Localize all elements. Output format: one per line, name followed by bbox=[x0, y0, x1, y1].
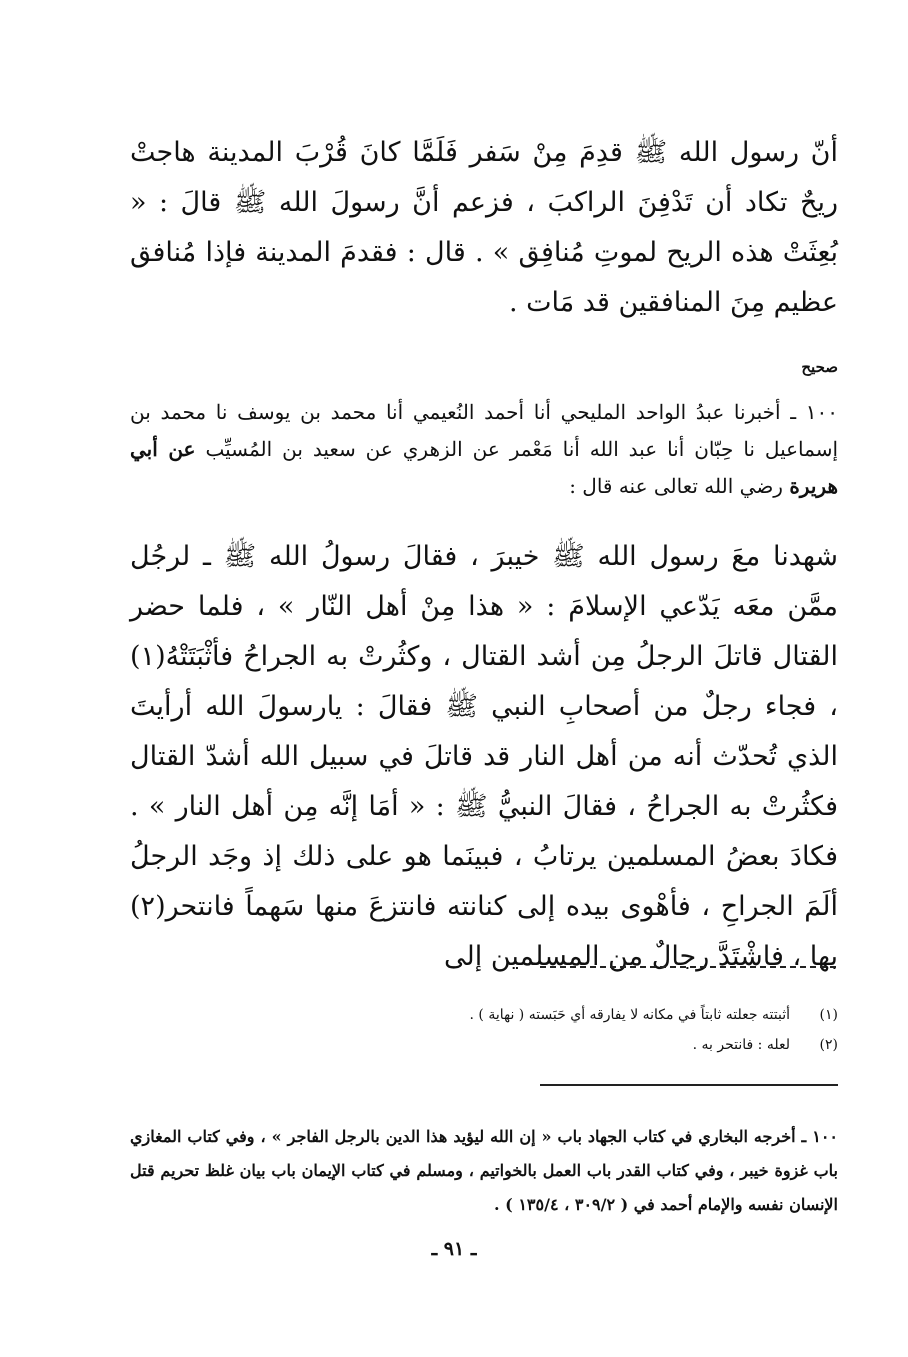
takhrij-separator bbox=[540, 1084, 838, 1086]
isnad-chain: ١٠٠ ـ أخبرنا عبدُ الواحد المليحي أنا أحمد النُعيمي أنا محمد بن يوسف نا محمد بن إسماعيل نا حِبّان أنا عبد الله أنا مَعْمر عن الزهري عن سعيد بن المُسيِّب bbox=[130, 400, 839, 461]
footnote-number: (١) bbox=[819, 1007, 838, 1023]
isnad-closing: رضي الله تعالى عنه قال : bbox=[569, 474, 783, 498]
footnote-number: (٢) bbox=[819, 1037, 838, 1053]
footnote-separator bbox=[540, 966, 836, 968]
hadith-isnad bbox=[130, 394, 838, 505]
footnote-text: أثبتته جعلته ثابتاً في مكانه لا يفارقه أي حَبَسته ( نهاية ) . bbox=[469, 1007, 790, 1023]
footnote-text: لعله : فانتحر به . bbox=[692, 1037, 790, 1053]
isnad-narrator: عن أبي هريرة bbox=[130, 437, 838, 498]
hadith-grade: صحيح bbox=[801, 358, 838, 376]
takhrij-note: ١٠٠ ـ أخرجه البخاري في كتاب الجهاد باب « إن الله ليؤيد هذا الدين بالرجل الفاجر » ، وفي كتاب المغازي باب غزوة خيبر ، وفي كتاب القدر باب العمل بالخواتيم ، ومسلم في كتاب الإيمان باب بيان غلظ تحريم قتل الإنسان نفسه والإمام أحمد في ( ٣٠٩/٢ ، ١٣٥/٤ ) . bbox=[130, 1127, 839, 1214]
page-number: ـ ٩١ ـ bbox=[431, 1238, 477, 1260]
footnote-item bbox=[130, 1000, 838, 1030]
hadith-matn: شهدنا معَ رسول الله ﷺ خيبرَ ، فقالَ رسولُ الله ﷺ ـ لرجُل ممَّن معَه يَدّعي الإسلامَ : « هذا مِنْ أهل النّار » ، فلما حضر القتال قاتلَ الرجلُ مِن أشد القتال ، وكثُرتْ به الجراحُ فأثْبَتَتْهُ(١) ، فجاء رجلٌ من أصحابِ النبي ﷺ فقالَ : يارسولَ الله أرأيتَ الذي تُحدّث أنه من أهل النار قد قاتلَ في سبيل الله أشدّ القتال فكثُرتْ به الجراحُ ، فقالَ النبيُّ ﷺ : « أمَا إنَّه مِن أهل النار » . فكادَ بعضُ المسلمين يرتابُ ، فبينَما هو على ذلك إذ وجَد الرجلُ ألَمَ الجراحِ ، فأهْوى بيده إلى كنانته فانتزعَ منها سَهماً فانتحر(٢) بها ، فاشْتَدَّ رجالٌ من المسلمين إلى bbox=[130, 541, 838, 972]
previous-hadith-text: أنّ رسول الله ﷺ قدِمَ مِنْ سَفر فَلَمَّا كانَ قُرْبَ المدينة هاجتْ ريحٌ تكاد أن تَدْفِنَ الراكبَ ، فزعم أنَّ رسولَ الله ﷺ قالَ : « بُعِثَتْ هذه الريح لموتِ مُنافِق » . قال : فقدمَ المدينة فإذا مُنافق عظيم مِنَ المنافقين قد مَات . bbox=[130, 137, 838, 318]
footnote-item bbox=[130, 1030, 838, 1060]
footnotes bbox=[130, 1000, 838, 1060]
